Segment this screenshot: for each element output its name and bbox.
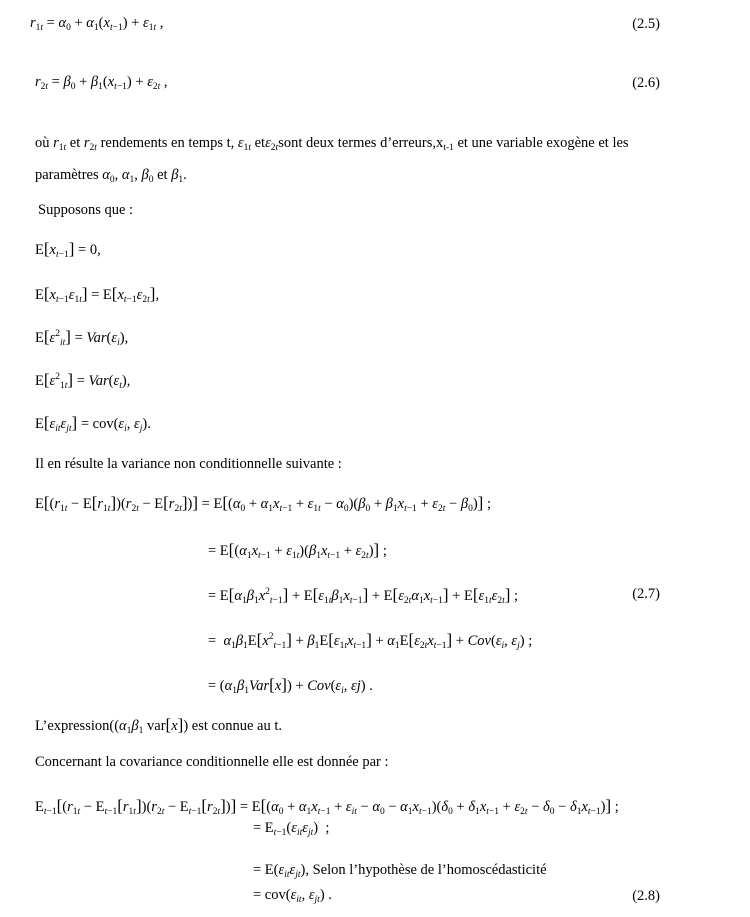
paragraph-definitions: où $r_{1t}$ et $r_{2t}$ rendements en temps t, $\varepsilon_{1t}$ etε$_{2t}$sont deux termes $d’erreurs,x_{t-1}$ et une variable exogène et les [35,135,629,153]
equation-2-8-line-1: $E_{t-1}[(r_{1t} - E_{t-1}[r_{1t}])(r_{2t} - E_{t-1}[r_{2t}])] = E[(\alpha_0 + \alpha_1x_{t-1} + \varepsilon_{it} - \alpha_0 - \alpha_1x_{t-1})(\delta_0 + \delta_1x_{t-1} + \varepsilon_{2t} - \delta_0 - \delta_1x_{t-1})]$ ; [35,796,619,817]
assumption-4: $E[\varepsilon^2_{1t}] = Var(\varepsilon_t)$, [35,370,131,391]
equation-2-7-line-2: = $E[(\alpha_1x_{t-1} + \varepsilon_{1t})(\beta_1x_{t-1} + \varepsilon_{2t})]$ ; [208,540,387,561]
equation-number-2-6: (2.6) [632,75,660,91]
assumption-3: $E[\varepsilon^2_{it}] = Var(\varepsilon_i)$, [35,327,129,348]
equation-number-2-8: (2.8) [632,888,660,904]
equation-2-6: $r_{2t} = \beta_0 + \beta_1(x_{t-1}) + \varepsilon_{2t}$ , [35,74,168,92]
equation-number-2-7: (2.7) [632,586,660,602]
equation-number-2-5: (2.5) [632,16,660,32]
assumption-1: $E[x_{t-1}] = 0$, [35,239,101,260]
equation-2-8-line-3: = $E(\varepsilon_{it}\varepsilon_{jt})$, Selon l’hypothèse de l’homoscédasticité [253,862,547,880]
equation-2-7-line-4: = $\alpha_1\beta_1E[x^2_{t-1}] + \beta_1E[\varepsilon_{1t}x_{t-1}] + \alpha_1E[\varepsilon_{2t}x_{t-1}] + Cov(\varepsilon_i$, $\varepsilon_j$) ; [208,630,533,651]
equation-2-7-line-1: $E[(r_{1t} - E[r_{1t}])(r_{2t} - E[r_{2t}])] = E[(\alpha_0 + \alpha_1x_{t-1} + \varepsilon_{1t} - \alpha_0)(\beta_0 + \beta_1x_{t-1} + \varepsilon_{2t} - \beta_0)]$ ; [35,493,491,514]
equation-2-8-line-4: = $cov(\varepsilon_{it}$, $\varepsilon_{jt}$) . [253,887,332,905]
covariance-intro: Concernant la covariance conditionnelle elle est donnée par : [35,754,389,770]
assumption-2: $E[x_{t-1}\varepsilon_{1t}] = E[x_{t-1}\varepsilon_{2t}]$, [35,284,160,305]
equation-2-7-line-3: = $E[\alpha_1\beta_1x^2_{t-1}] + E[\varepsilon_{1t}\beta_1x_{t-1}] + E[\varepsilon_{2t}\alpha_1x_{t-1}] + E[\varepsilon_{1t}\varepsilon_{2t}]$ ; [208,585,519,606]
equation-2-5: $r_{1t} = \alpha_0 + \alpha_1(x_{t-1}) + \varepsilon_{1t}$ , [30,15,164,33]
assumption-5: $E[\varepsilon_{it}\varepsilon_{jt}] = cov(\varepsilon_i$, $\varepsilon_j$). [35,413,151,434]
equation-2-8-line-2: = $E_{t-1}(\varepsilon_{it}\varepsilon_{jt})$ ; [253,820,330,838]
equation-2-7-line-5: = $(\alpha_1\beta_1Var[x]) + Cov(\varepsilon_i$, εj) . [208,675,373,696]
expression-sentence: $L’expression((\alpha_1\beta_1$ var[x]) est connue au t. [35,715,282,736]
paragraph-parameters: paramètres $\alpha_0$, $\alpha_1$, $\beta_0$ et $\beta_1$. [35,167,187,185]
result-sentence: Il en résulte la variance non conditionnelle suivante : [35,456,342,472]
suppose-heading: Supposons que : [38,202,134,218]
